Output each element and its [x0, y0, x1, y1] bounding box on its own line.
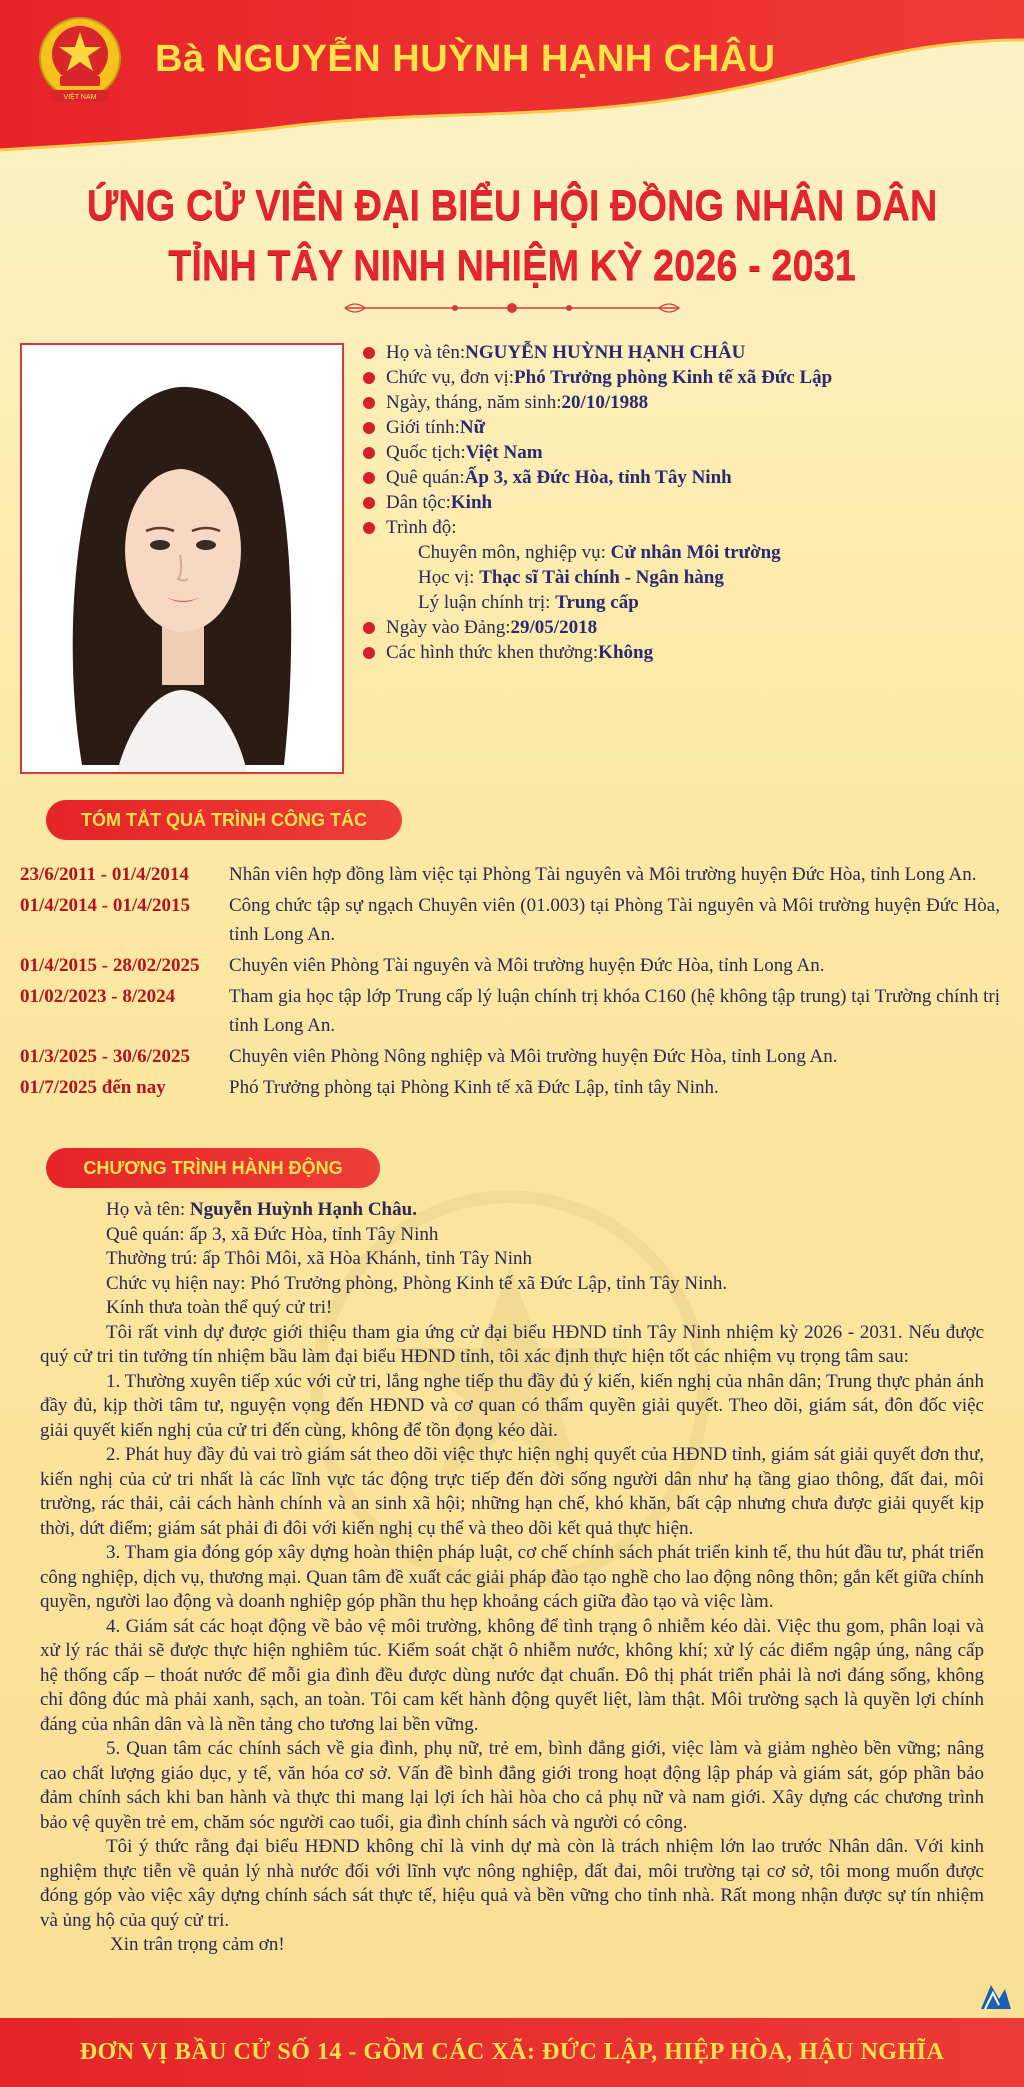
info-row-name	[360, 340, 1000, 365]
action-residence: Thường trú: ấp Thôi Môi, xã Hòa Khánh, tỉnh Tây Ninh	[106, 1248, 532, 1269]
timeline-desc: Chuyên viên Phòng Tài nguyên và Môi trường huyện Đức Hòa, tỉnh Long An.	[229, 955, 825, 976]
timeline-desc: Nhân viên hợp đồng làm việc tại Phòng Tài nguyên và Môi trường huyện Đức Hòa, tỉnh Long An.	[229, 864, 977, 885]
action-point-3: 3. Tham gia đóng góp xây dựng hoàn thiện pháp luật, cơ chế chính sách phát triển kinh tế, thu hút đầu tư, phát triển công nghiệp, dịch vụ, thương mại. Quan tâm đề xuất các giải pháp đào tạo nghề cho lao động nông thôn; gắn kết giữa chính quyền, người lao động và doanh nghiệp góp phần thu hẹp khoảng cách giữa đào tạo và việc làm.	[40, 1542, 984, 1612]
career-timeline	[20, 860, 1000, 1104]
info-value: Phó Trưởng phòng Kinh tế xã Đức Lập	[514, 367, 833, 388]
info-label: Các hình thức khen thưởng:	[386, 642, 599, 663]
emblem-text: VIỆT NAM	[63, 94, 97, 101]
timeline-row	[20, 951, 1000, 980]
info-label: Dân tộc:	[386, 492, 451, 513]
info-row-nationality	[360, 440, 1000, 465]
education-politics	[360, 590, 1000, 615]
action-point-5: 5. Quan tâm các chính sách về gia đình, phụ nữ, trẻ em, bình đẳng giới, việc làm và giảm nghèo bền vững; nâng cao chất lượng giáo dục, y tế, văn hóa cơ sở. Vấn đề bình đẳng giới trong hoạt động lập pháp và giám sát, góp phần bảo đảm chính sách khi ban hành và thực thi mang lại lợi ích hài hòa cho cả phụ nữ và nam giới. Xây dựng các chương trình bảo vệ quyền trẻ em, chăm sóc người cao tuổi, gia đình chính sách và người có công.	[40, 1738, 984, 1833]
action-hometown: Quê quán: ấp 3, xã Đức Hòa, tỉnh Tây Ninh	[106, 1223, 439, 1245]
page-title-line2: TỈNH TÂY NINH NHIỆM KỲ 2026 - 2031	[168, 242, 856, 290]
timeline-row	[20, 982, 1000, 1040]
timeline-date: 01/4/2014 - 01/4/2015	[20, 895, 190, 916]
info-value: Việt Nam	[465, 442, 543, 463]
action-closing: Tôi ý thức rằng đại biểu HĐND không chỉ là vinh dự mà còn là trách nhiệm lớn lao trước Nhân dân. Với kinh nghiệm thực tiễn về quản lý nhà nước đối với lĩnh vực nông nghiệp, đất đai, môi trường tại cơ sở, tôi mong muốn được đóng góp vào việc xây dựng chính sách sát thực tế, hiệu quả và bền vững cho tỉnh nhà. Rất mong nhận được sự tín nhiệm và ủng hộ của quý cử tri.	[40, 1836, 984, 1931]
action-program	[40, 1198, 984, 1958]
ornament-divider	[335, 300, 689, 316]
timeline-row	[20, 860, 1000, 889]
info-row-position	[360, 365, 1000, 390]
bullet-icon	[363, 397, 375, 409]
timeline-date: 01/4/2015 - 28/02/2025	[20, 955, 200, 976]
education-major	[360, 540, 1000, 565]
bullet-icon	[363, 372, 375, 384]
info-label: Trình độ:	[386, 517, 457, 538]
action-point-4: 4. Giám sát các hoạt động về bảo vệ môi trường, không để tình trạng ô nhiễm kéo dài. Việc thu gom, phân loại và xử lý rác thải sẽ được thực hiện nghiêm túc. Kiểm soát chặt ô nhiễm nước, không khí; xử lý các điểm ngập úng, nâng cấp hệ thống cấp – thoát nước để mỗi gia đình đều được dùng nước đạt chuẩn. Đô thị phát triển phải là nơi đáng sống, không chỉ đông đúc mà phải xanh, sạch, an toàn. Tôi cam kết hành động quyết liệt, làm thật. Môi trường sạch là quyền lợi chính đáng của nhân dân và là nền tảng cho tương lai bền vững.	[40, 1615, 984, 1735]
timeline-date: 01/7/2025 đến nay	[20, 1077, 166, 1098]
info-row-birthdate	[360, 390, 1000, 415]
info-row-gender	[360, 415, 1000, 440]
action-point-2: 2. Phát huy đầy đủ vai trò giám sát theo dõi việc thực hiện nghị quyết của HĐND tỉnh, giám sát giải quyết đơn thư, kiến nghị của cử tri nhất là các lĩnh vực tác động trực tiếp đến đời sống người dân như hạ tầng giao thông, đất đai, môi trường, rác thải, cải cách hành chính và an sinh xã hội; những hạn chế, khó khăn, bất cập nhưng chưa được giải quyết kịp thời, dứt điểm; giám sát phải đi đôi với kiến nghị cụ thể và theo dõi kết quả thực hiện.	[40, 1444, 984, 1539]
bullet-icon	[363, 472, 375, 484]
bullet-icon	[363, 622, 375, 634]
info-label: Quốc tịch:	[386, 442, 466, 463]
action-greeting: Kính thưa toàn thể quý cử tri!	[106, 1297, 333, 1318]
action-point-1: 1. Thường xuyên tiếp xúc với cử tri, lắng nghe tiếp thu đầy đủ ý kiến, kiến nghị của nhân dân; Trung thực phản ánh đầy đủ, kịp thời tâm tư, nguyện vọng đến HĐND và cơ quan có thẩm quyền giải quyết. Theo dõi, giám sát, đôn đốc việc giải quyết kiến nghị của cử tri đến cùng, không để tồn đọng kéo dài.	[40, 1370, 984, 1441]
info-value: Nữ	[459, 417, 486, 438]
footer-text: ĐƠN VỊ BẦU CỬ SỐ 14 - GỒM CÁC XÃ: ĐỨC LẬP, HIỆP HÒA, HẬU NGHĨA	[79, 2039, 945, 2065]
info-label: Chuyên môn, nghiệp vụ:	[418, 542, 611, 563]
info-row-ethnicity	[360, 490, 1000, 515]
timeline-desc: Chuyên viên Phòng Nông nghiệp và Môi trường huyện Đức Hòa, tỉnh Long An.	[229, 1046, 838, 1067]
page-title-line1: ỨNG CỬ VIÊN ĐẠI BIỂU HỘI ĐỒNG NHÂN DÂN	[86, 182, 938, 230]
info-label: Chức vụ, đơn vị:	[386, 367, 515, 388]
timeline-row	[20, 891, 1000, 949]
bullet-icon	[363, 522, 375, 534]
info-row-education	[360, 515, 1000, 540]
action-name	[40, 1198, 984, 1223]
bullet-icon	[363, 422, 375, 434]
info-value: 29/05/2018	[510, 617, 598, 638]
info-value: NGUYỄN HUỲNH HẠNH CHÂU	[465, 342, 746, 363]
timeline-row	[20, 1073, 1000, 1102]
candidate-name: Bà NGUYỄN HUỲNH HẠNH CHÂU	[155, 38, 776, 80]
personal-info	[360, 340, 1000, 665]
bullet-icon	[363, 497, 375, 509]
action-position: Chức vụ hiện nay: Phó Trưởng phòng, Phòng Kinh tế xã Đức Lập, tỉnh Tây Ninh.	[106, 1272, 728, 1294]
timeline-desc: Tham gia học tập lớp Trung cấp lý luận chính trị khóa C160 (hệ không tập trung) tại Trường chính trị tỉnh Long An.	[229, 986, 1000, 1036]
timeline-desc: Phó Trưởng phòng tại Phòng Kinh tế xã Đức Lập, tỉnh tây Ninh.	[229, 1077, 719, 1098]
action-name-value: Nguyễn Huỳnh Hạnh Châu.	[189, 1199, 417, 1220]
career-section-title: TÓM TẮT QUÁ TRÌNH CÔNG TÁC	[46, 800, 402, 840]
info-value: 20/10/1988	[561, 392, 649, 413]
action-name-label: Họ và tên:	[106, 1199, 190, 1220]
info-value: Không	[598, 642, 654, 663]
info-label: Học vị:	[418, 567, 480, 588]
portrait-image	[22, 345, 342, 772]
info-value: Cử nhân Môi trường	[610, 542, 781, 563]
action-thanks: Xin trân trọng cảm ơn!	[110, 1934, 285, 1955]
info-label: Giới tính:	[386, 417, 460, 438]
info-value: Kinh	[450, 492, 493, 513]
info-row-hometown	[360, 465, 1000, 490]
info-value: Ấp 3, xã Đức Hòa, tỉnh Tây Ninh	[464, 467, 732, 488]
bullet-icon	[363, 647, 375, 659]
info-label: Ngày, tháng, năm sinh:	[386, 392, 562, 413]
timeline-date: 23/6/2011 - 01/4/2014	[20, 864, 189, 885]
info-label: Quê quán:	[386, 467, 465, 488]
timeline-date: 01/02/2023 - 8/2024	[20, 986, 176, 1007]
info-label: Họ và tên:	[386, 342, 466, 363]
publisher-logo-icon	[977, 1975, 1015, 2013]
info-value: Thạc sĩ Tài chính - Ngân hàng	[479, 567, 724, 588]
action-intro: Tôi rất vinh dự được giới thiệu tham gia ứng cử đại biểu HĐND tỉnh Tây Ninh nhiệm kỳ 2026 - 2031. Nếu được quý cử tri tin tưởng tín nhiệm bầu làm đại biểu HĐND tỉnh, tôi xác định thực hiện tốt các nhiệm vụ trọng tâm sau:	[40, 1321, 984, 1367]
bullet-icon	[363, 447, 375, 459]
education-degree	[360, 565, 1000, 590]
timeline-desc: Công chức tập sự ngạch Chuyên viên (01.003) tại Phòng Tài nguyên và Môi trường huyện Đức Hòa, tỉnh Long An.	[229, 895, 1000, 945]
info-row-party-date	[360, 615, 1000, 640]
info-label: Ngày vào Đảng:	[386, 617, 511, 638]
timeline-date: 01/3/2025 - 30/6/2025	[20, 1046, 190, 1067]
bullet-icon	[363, 347, 375, 359]
timeline-row	[20, 1042, 1000, 1071]
info-label: Lý luận chính trị:	[418, 592, 556, 613]
candidate-photo	[20, 343, 344, 774]
action-section-title: CHƯƠNG TRÌNH HÀNH ĐỘNG	[46, 1148, 380, 1188]
info-row-awards	[360, 640, 1000, 665]
info-value: Trung cấp	[555, 592, 639, 613]
